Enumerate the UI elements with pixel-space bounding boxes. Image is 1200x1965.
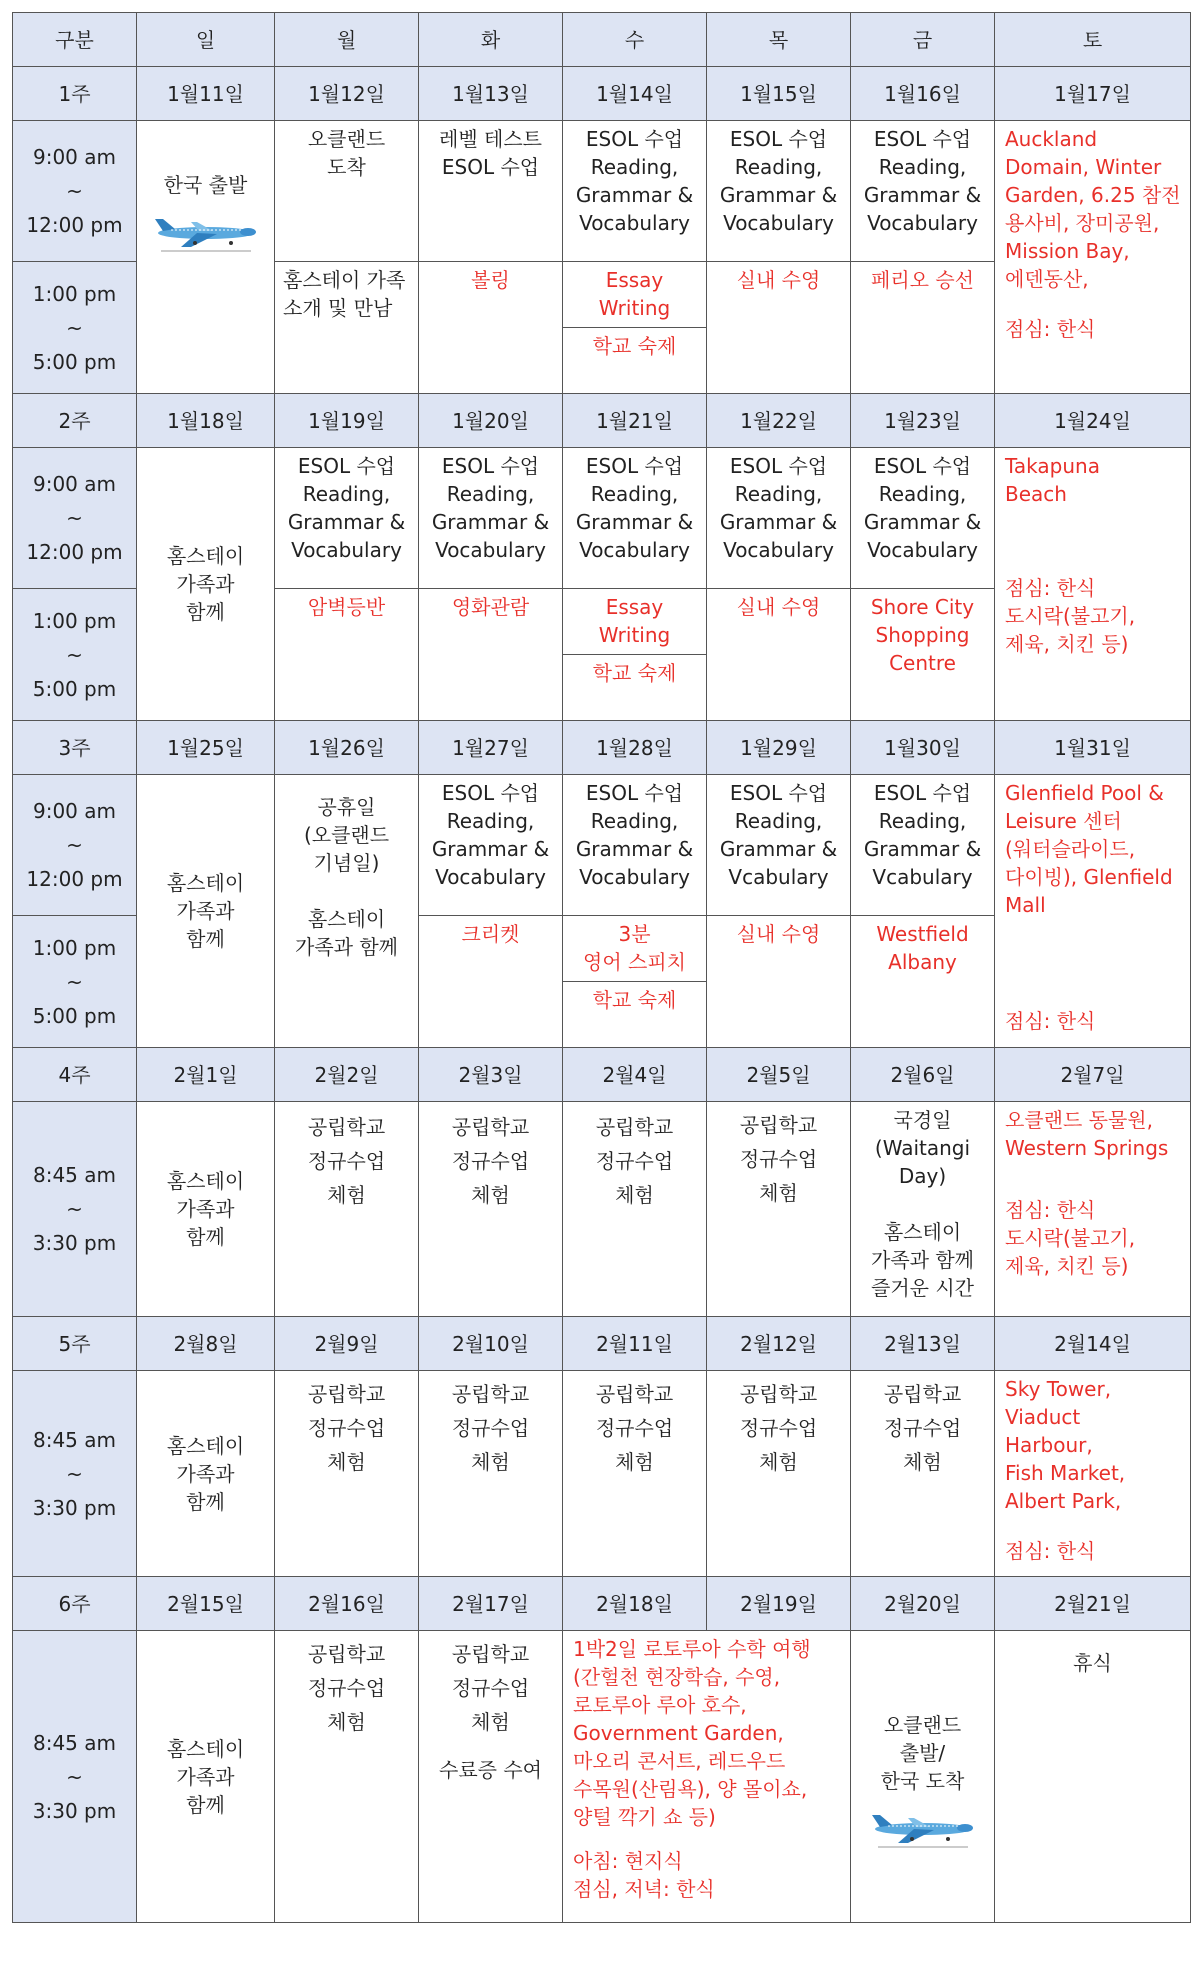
week1-wed-pm1: Essay Writing: [563, 262, 707, 328]
week1-wed-am: ESOL 수업 Reading, Grammar & Vocabulary: [563, 121, 707, 262]
week5-thu-school: 공립학교 정규수업 체험: [707, 1371, 851, 1577]
week1-thu-pm: 실내 수영: [707, 262, 851, 394]
week4-date-row: [13, 1048, 1191, 1102]
week5-sun-cell: 홈스테이 가족과 함께: [137, 1371, 275, 1577]
week6-tue-school: 공립학교 정규수업 체험: [451, 1642, 530, 1734]
week1-fri-am: ESOL 수업 Reading, Grammar & Vocabulary: [851, 121, 995, 262]
week-label: 6주: [13, 1577, 137, 1631]
sat-meal: 점심: 한식: [1005, 1009, 1096, 1033]
departure-text: 한국 출발: [163, 173, 248, 197]
week6-mon-school: 공립학교 정규수업 체험: [275, 1631, 419, 1923]
week4-sat-cell: [995, 1102, 1191, 1317]
sat-activities: Takapuna Beach: [1005, 454, 1100, 506]
week1-date-row: [13, 67, 1191, 121]
week-label: 4주: [13, 1048, 137, 1102]
week1-tue-pm: 볼링: [419, 262, 563, 394]
week2-date-row: [13, 394, 1191, 448]
week-label: 1주: [13, 67, 137, 121]
date-cell: 1월15일: [707, 67, 851, 121]
sat-activities: Glenfield Pool & Leisure 센터 (워터슬라이드, 다이빙), Glenfield Mall: [1005, 781, 1173, 917]
date-cell: 2월5일: [707, 1048, 851, 1102]
week2-mon-am: ESOL 수업 Reading, Grammar & Vocabulary: [275, 448, 419, 589]
week6-fri-cell: [851, 1631, 995, 1923]
date-cell: 1월12일: [275, 67, 419, 121]
week3-fri-pm: Westfield Albany: [851, 916, 995, 1048]
airplane-icon: [868, 1805, 978, 1849]
date-cell: 1월28일: [563, 721, 707, 775]
return-text: 오클랜드 출발/ 한국 도착: [880, 1713, 965, 1793]
header-thu: 목: [707, 13, 851, 67]
week4-mon-school: 공립학교 정규수업 체험: [275, 1102, 419, 1317]
week3-sat-cell: [995, 775, 1191, 1048]
date-cell: 2월15일: [137, 1577, 275, 1631]
week3-thu-am: ESOL 수업 Reading, Grammar & Vcabulary: [707, 775, 851, 916]
certificate-text: 수료증 수여: [439, 1758, 542, 1782]
time-slot-pm: 1:00 pm ~ 5:00 pm: [13, 589, 137, 721]
date-cell: 2월6일: [851, 1048, 995, 1102]
header-tue: 화: [419, 13, 563, 67]
date-cell: 2월3일: [419, 1048, 563, 1102]
week2-mon-pm: 암벽등반: [275, 589, 419, 721]
date-cell: 1월30일: [851, 721, 995, 775]
week3-tue-am: ESOL 수업 Reading, Grammar & Vocabulary: [419, 775, 563, 916]
sat-activities: 오클랜드 동물원, Western Springs: [1005, 1108, 1169, 1160]
week4-tue-school: 공립학교 정규수업 체험: [419, 1102, 563, 1317]
schedule-table: [12, 12, 1191, 1923]
date-cell: 1월20일: [419, 394, 563, 448]
week3-wed-am: ESOL 수업 Reading, Grammar & Vocabulary: [563, 775, 707, 916]
week6-date-row: [13, 1577, 1191, 1631]
week6-rotorua-trip: [563, 1631, 851, 1923]
date-cell: 1월19일: [275, 394, 419, 448]
week5-fri-school: 공립학교 정규수업 체험: [851, 1371, 995, 1577]
week4-sun-cell: 홈스테이 가족과 함께: [137, 1102, 275, 1317]
week2-thu-am: ESOL 수업 Reading, Grammar & Vocabulary: [707, 448, 851, 589]
week2-am-row: [13, 448, 1191, 589]
week3-sun-cell: 홈스테이 가족과 함께: [137, 775, 275, 1048]
header-category: 구분: [13, 13, 137, 67]
header-sun: 일: [137, 13, 275, 67]
date-cell: 2월19일: [707, 1577, 851, 1631]
date-cell: 2월13일: [851, 1317, 995, 1371]
week5-row: [13, 1371, 1191, 1577]
week5-tue-school: 공립학교 정규수업 체험: [419, 1371, 563, 1577]
time-slot-pm: 1:00 pm ~ 5:00 pm: [13, 916, 137, 1048]
date-cell: 2월18일: [563, 1577, 707, 1631]
sat-meal: 점심: 한식 도시락(불고기, 제육, 치킨 등): [1005, 1198, 1136, 1278]
week6-row: [13, 1631, 1191, 1923]
week1-thu-am: ESOL 수업 Reading, Grammar & Vocabulary: [707, 121, 851, 262]
week1-sat-cell: [995, 121, 1191, 394]
time-slot-am: 9:00 am ~ 12:00 pm: [13, 121, 137, 262]
time-slot-school: 8:45 am ~ 3:30 pm: [13, 1631, 137, 1923]
week3-thu-pm: 실내 수영: [707, 916, 851, 1048]
date-cell: 2월1일: [137, 1048, 275, 1102]
week-label: 2주: [13, 394, 137, 448]
date-cell: 1월27일: [419, 721, 563, 775]
date-cell: 1월21일: [563, 394, 707, 448]
date-cell: 1월31일: [995, 721, 1191, 775]
date-cell: 2월8일: [137, 1317, 275, 1371]
date-cell: 2월14일: [995, 1317, 1191, 1371]
week1-fri-pm: 페리오 승선: [851, 262, 995, 394]
sat-activities: Sky Tower, Viaduct Harbour, Fish Market, Albert Park,: [1005, 1377, 1126, 1513]
date-cell: 1월24일: [995, 394, 1191, 448]
time-slot-school: 8:45 am ~ 3:30 pm: [13, 1371, 137, 1577]
date-cell: 2월9일: [275, 1317, 419, 1371]
date-cell: 1월29일: [707, 721, 851, 775]
week4-fri-holiday: 국경일 (Waitangi Day) 홈스테이 가족과 함께 즐거운 시간: [851, 1102, 995, 1317]
week6-tue-cell: [419, 1631, 563, 1923]
week6-sat-rest: 휴식: [995, 1631, 1191, 1923]
date-cell: 2월17일: [419, 1577, 563, 1631]
time-slot-am: 9:00 am ~ 12:00 pm: [13, 448, 137, 589]
week5-date-row: [13, 1317, 1191, 1371]
week2-sat-cell: [995, 448, 1191, 721]
week4-row: [13, 1102, 1191, 1317]
header-fri: 금: [851, 13, 995, 67]
week2-tue-am: ESOL 수업 Reading, Grammar & Vocabulary: [419, 448, 563, 589]
time-slot-pm: 1:00 pm ~ 5:00 pm: [13, 262, 137, 394]
header-mon: 월: [275, 13, 419, 67]
date-cell: 1월25일: [137, 721, 275, 775]
week5-sat-cell: [995, 1371, 1191, 1577]
week2-wed-am: ESOL 수업 Reading, Grammar & Vocabulary: [563, 448, 707, 589]
week2-wed-pm2: 학교 숙제: [563, 655, 707, 721]
date-cell: 2월21일: [995, 1577, 1191, 1631]
header-sat: 토: [995, 13, 1191, 67]
week3-wed-pm2: 학교 숙제: [563, 982, 707, 1048]
date-cell: 1월11일: [137, 67, 275, 121]
time-slot-am: 9:00 am ~ 12:00 pm: [13, 775, 137, 916]
date-cell: 2월12일: [707, 1317, 851, 1371]
week1-mon-pm: 홈스테이 가족 소개 및 만남: [275, 262, 419, 394]
date-cell: 2월7일: [995, 1048, 1191, 1102]
sat-activities: Auckland Domain, Winter Garden, 6.25 참전 용사비, 장미공원, Mission Bay, 에덴동산,: [1005, 127, 1181, 291]
week3-wed-pm1: 3분 영어 스피치: [563, 916, 707, 982]
date-cell: 1월22일: [707, 394, 851, 448]
header-row: [13, 13, 1191, 67]
airplane-icon: [151, 209, 261, 253]
trip-activities: 1박2일 로토루아 수학 여행(간헐천 현장학습, 수영, 로토루아 루아 호수, Government Garden, 마오리 콘서트, 레드우드 수목원(산림욕), 양 몰이쇼, 양털 깍기 쇼 등): [573, 1637, 811, 1829]
date-cell: 1월23일: [851, 394, 995, 448]
trip-meal-breakfast: 아침: 현지식: [573, 1849, 683, 1873]
sat-meal: 점심: 한식 도시락(불고기, 제육, 치킨 등): [1005, 576, 1136, 656]
week-label: 3주: [13, 721, 137, 775]
date-cell: 2월4일: [563, 1048, 707, 1102]
week5-wed-school: 공립학교 정규수업 체험: [563, 1371, 707, 1577]
week4-wed-school: 공립학교 정규수업 체험: [563, 1102, 707, 1317]
week-label: 5주: [13, 1317, 137, 1371]
date-cell: 2월11일: [563, 1317, 707, 1371]
date-cell: 1월16일: [851, 67, 995, 121]
sat-meal: 점심: 한식: [1005, 1539, 1096, 1563]
date-cell: 2월10일: [419, 1317, 563, 1371]
week3-mon-holiday: 공휴일 (오클랜드 기념일) 홈스테이 가족과 함께: [275, 775, 419, 1048]
week6-sun-cell: 홈스테이 가족과 함께: [137, 1631, 275, 1923]
week3-am-row: [13, 775, 1191, 916]
week3-date-row: [13, 721, 1191, 775]
date-cell: 1월14일: [563, 67, 707, 121]
week1-sun-cell: [137, 121, 275, 394]
week2-sun-cell: 홈스테이 가족과 함께: [137, 448, 275, 721]
week1-am-row: [13, 121, 1191, 262]
time-slot-school: 8:45 am ~ 3:30 pm: [13, 1102, 137, 1317]
date-cell: 1월17일: [995, 67, 1191, 121]
week2-tue-pm: 영화관람: [419, 589, 563, 721]
date-cell: 2월20일: [851, 1577, 995, 1631]
week2-wed-pm1: Essay Writing: [563, 589, 707, 655]
week3-fri-am: ESOL 수업 Reading, Grammar & Vcabulary: [851, 775, 995, 916]
week2-thu-pm: 실내 수영: [707, 589, 851, 721]
week5-mon-school: 공립학교 정규수업 체험: [275, 1371, 419, 1577]
date-cell: 2월16일: [275, 1577, 419, 1631]
week3-tue-pm: 크리켓: [419, 916, 563, 1048]
header-wed: 수: [563, 13, 707, 67]
sat-meal: 점심: 한식: [1005, 317, 1096, 341]
week2-fri-pm: Shore City Shopping Centre: [851, 589, 995, 721]
week1-wed-pm2: 학교 숙제: [563, 328, 707, 394]
date-cell: 1월18일: [137, 394, 275, 448]
week1-mon-am: 오클랜드 도착: [275, 121, 419, 262]
trip-meal-lunch-dinner: 점심, 저녁: 한식: [573, 1877, 715, 1901]
date-cell: 2월2일: [275, 1048, 419, 1102]
week2-fri-am: ESOL 수업 Reading, Grammar & Vocabulary: [851, 448, 995, 589]
week1-tue-am: 레벨 테스트 ESOL 수업: [419, 121, 563, 262]
week4-thu-school: 공립학교 정규수업 체험: [707, 1102, 851, 1317]
date-cell: 1월26일: [275, 721, 419, 775]
date-cell: 1월13일: [419, 67, 563, 121]
